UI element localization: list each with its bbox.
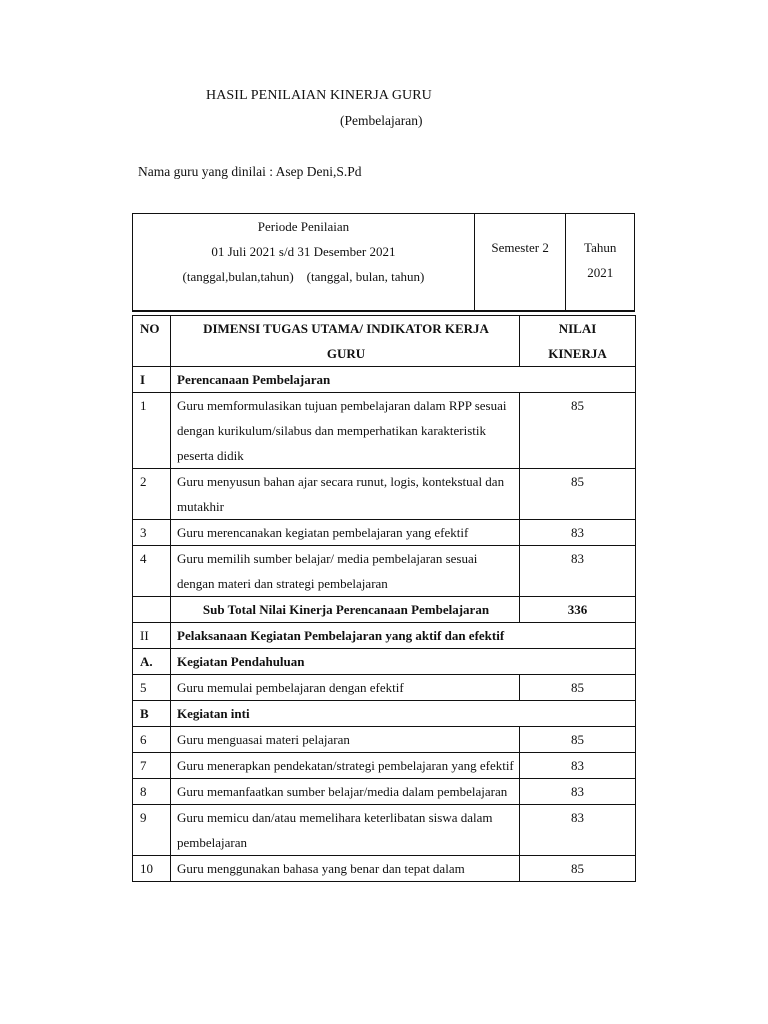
- row-desc: Guru memilih sumber belajar/ media pembelajaran sesuai dengan materi dan strategi pembelajaran: [171, 546, 520, 597]
- document-title: HASIL PENILAIAN KINERJA GURU: [206, 88, 432, 103]
- row-score: 85: [520, 675, 636, 701]
- table-row-section: [133, 701, 636, 727]
- header-dimension-line2: GURU: [326, 346, 366, 361]
- teacher-name-line: Nama guru yang dinilai : Asep Deni,S.Pd: [138, 164, 362, 179]
- row-score: 85: [520, 393, 636, 469]
- performance-table: [132, 315, 636, 882]
- table-row: [133, 727, 636, 753]
- row-no: 1: [133, 393, 171, 469]
- document-subtitle: (Pembelajaran): [340, 113, 423, 128]
- table-row: [133, 856, 636, 882]
- header-score-line2: KINERJA: [548, 346, 607, 361]
- row-no: 5: [133, 675, 171, 701]
- table-row: [133, 520, 636, 546]
- row-desc: Guru menerapkan pendekatan/strategi pembelajaran yang efektif: [171, 753, 520, 779]
- year-value: 2021: [587, 265, 614, 280]
- row-no: 8: [133, 779, 171, 805]
- table-row: [133, 805, 636, 856]
- table-row: [133, 675, 636, 701]
- table-header-row: [133, 316, 636, 367]
- row-no: 3: [133, 520, 171, 546]
- row-desc: Guru menggunakan bahasa yang benar dan tepat dalam: [171, 856, 520, 882]
- row-desc: Guru menguasai materi pelajaran: [171, 727, 520, 753]
- row-score: 83: [520, 805, 636, 856]
- row-desc: Kegiatan Pendahuluan: [171, 649, 636, 675]
- subtotal-score: 336: [520, 597, 636, 623]
- row-desc: Guru memformulasikan tujuan pembelajaran dalam RPP sesuai dengan kurikulum/silabus dan memperhatikan karakteristik peserta didik: [171, 393, 520, 469]
- table-row-section: [133, 623, 636, 649]
- table-row: [133, 753, 636, 779]
- semester-label: Semester 2: [491, 240, 549, 255]
- row-no: B: [133, 701, 171, 727]
- table-row: [133, 393, 636, 469]
- row-desc: Guru memicu dan/atau memelihara keterlibatan siswa dalam pembelajaran: [171, 805, 520, 856]
- year-label: Tahun: [584, 240, 617, 255]
- row-score: 85: [520, 469, 636, 520]
- row-desc: Guru memulai pembelajaran dengan efektif: [171, 675, 520, 701]
- year-cell: [566, 214, 635, 312]
- row-desc: Kegiatan inti: [171, 701, 636, 727]
- row-desc: Guru menyusun bahan ajar secara runut, logis, kontekstual dan mutakhir: [171, 469, 520, 520]
- period-table: [132, 213, 635, 312]
- row-score: 85: [520, 727, 636, 753]
- row-score: 83: [520, 546, 636, 597]
- period-range: 01 Juli 2021 s/d 31 Desember 2021: [211, 244, 396, 259]
- row-desc: Pelaksanaan Kegiatan Pembelajaran yang aktif dan efektif: [171, 623, 636, 649]
- row-desc: Guru merencanakan kegiatan pembelajaran yang efektif: [171, 520, 520, 546]
- subtotal-label: Sub Total Nilai Kinerja Perencanaan Pembelajaran: [171, 597, 520, 623]
- row-score: 83: [520, 779, 636, 805]
- row-score: 85: [520, 856, 636, 882]
- row-no: A.: [133, 649, 171, 675]
- header-no: NO: [133, 316, 171, 367]
- row-score: 83: [520, 520, 636, 546]
- row-no: 10: [133, 856, 171, 882]
- table-row-section: [133, 649, 636, 675]
- row-no: [133, 597, 171, 623]
- table-row-section: [133, 367, 636, 393]
- header-dimension-line1: DIMENSI TUGAS UTAMA/ INDIKATOR KERJA: [203, 321, 489, 336]
- header-score-line1: NILAI: [558, 321, 597, 336]
- table-row: [133, 469, 636, 520]
- row-score: 83: [520, 753, 636, 779]
- period-cell: [133, 214, 475, 312]
- semester-cell: [474, 214, 566, 312]
- row-no: 4: [133, 546, 171, 597]
- period-label: Periode Penilaian: [257, 219, 350, 234]
- row-desc: Perencanaan Pembelajaran: [171, 367, 636, 393]
- row-no: 6: [133, 727, 171, 753]
- row-no: 9: [133, 805, 171, 856]
- row-no: II: [133, 623, 171, 649]
- row-no: 7: [133, 753, 171, 779]
- row-no: I: [133, 367, 171, 393]
- period-format: (tanggal,bulan,tahun) (tanggal, bulan, tahun): [182, 269, 425, 284]
- table-row: [133, 779, 636, 805]
- table-row: [133, 546, 636, 597]
- header-dimension: [171, 316, 520, 367]
- subtotal-row: [133, 597, 636, 623]
- header-score: [520, 316, 636, 367]
- row-desc: Guru memanfaatkan sumber belajar/media dalam pembelajaran: [171, 779, 520, 805]
- row-no: 2: [133, 469, 171, 520]
